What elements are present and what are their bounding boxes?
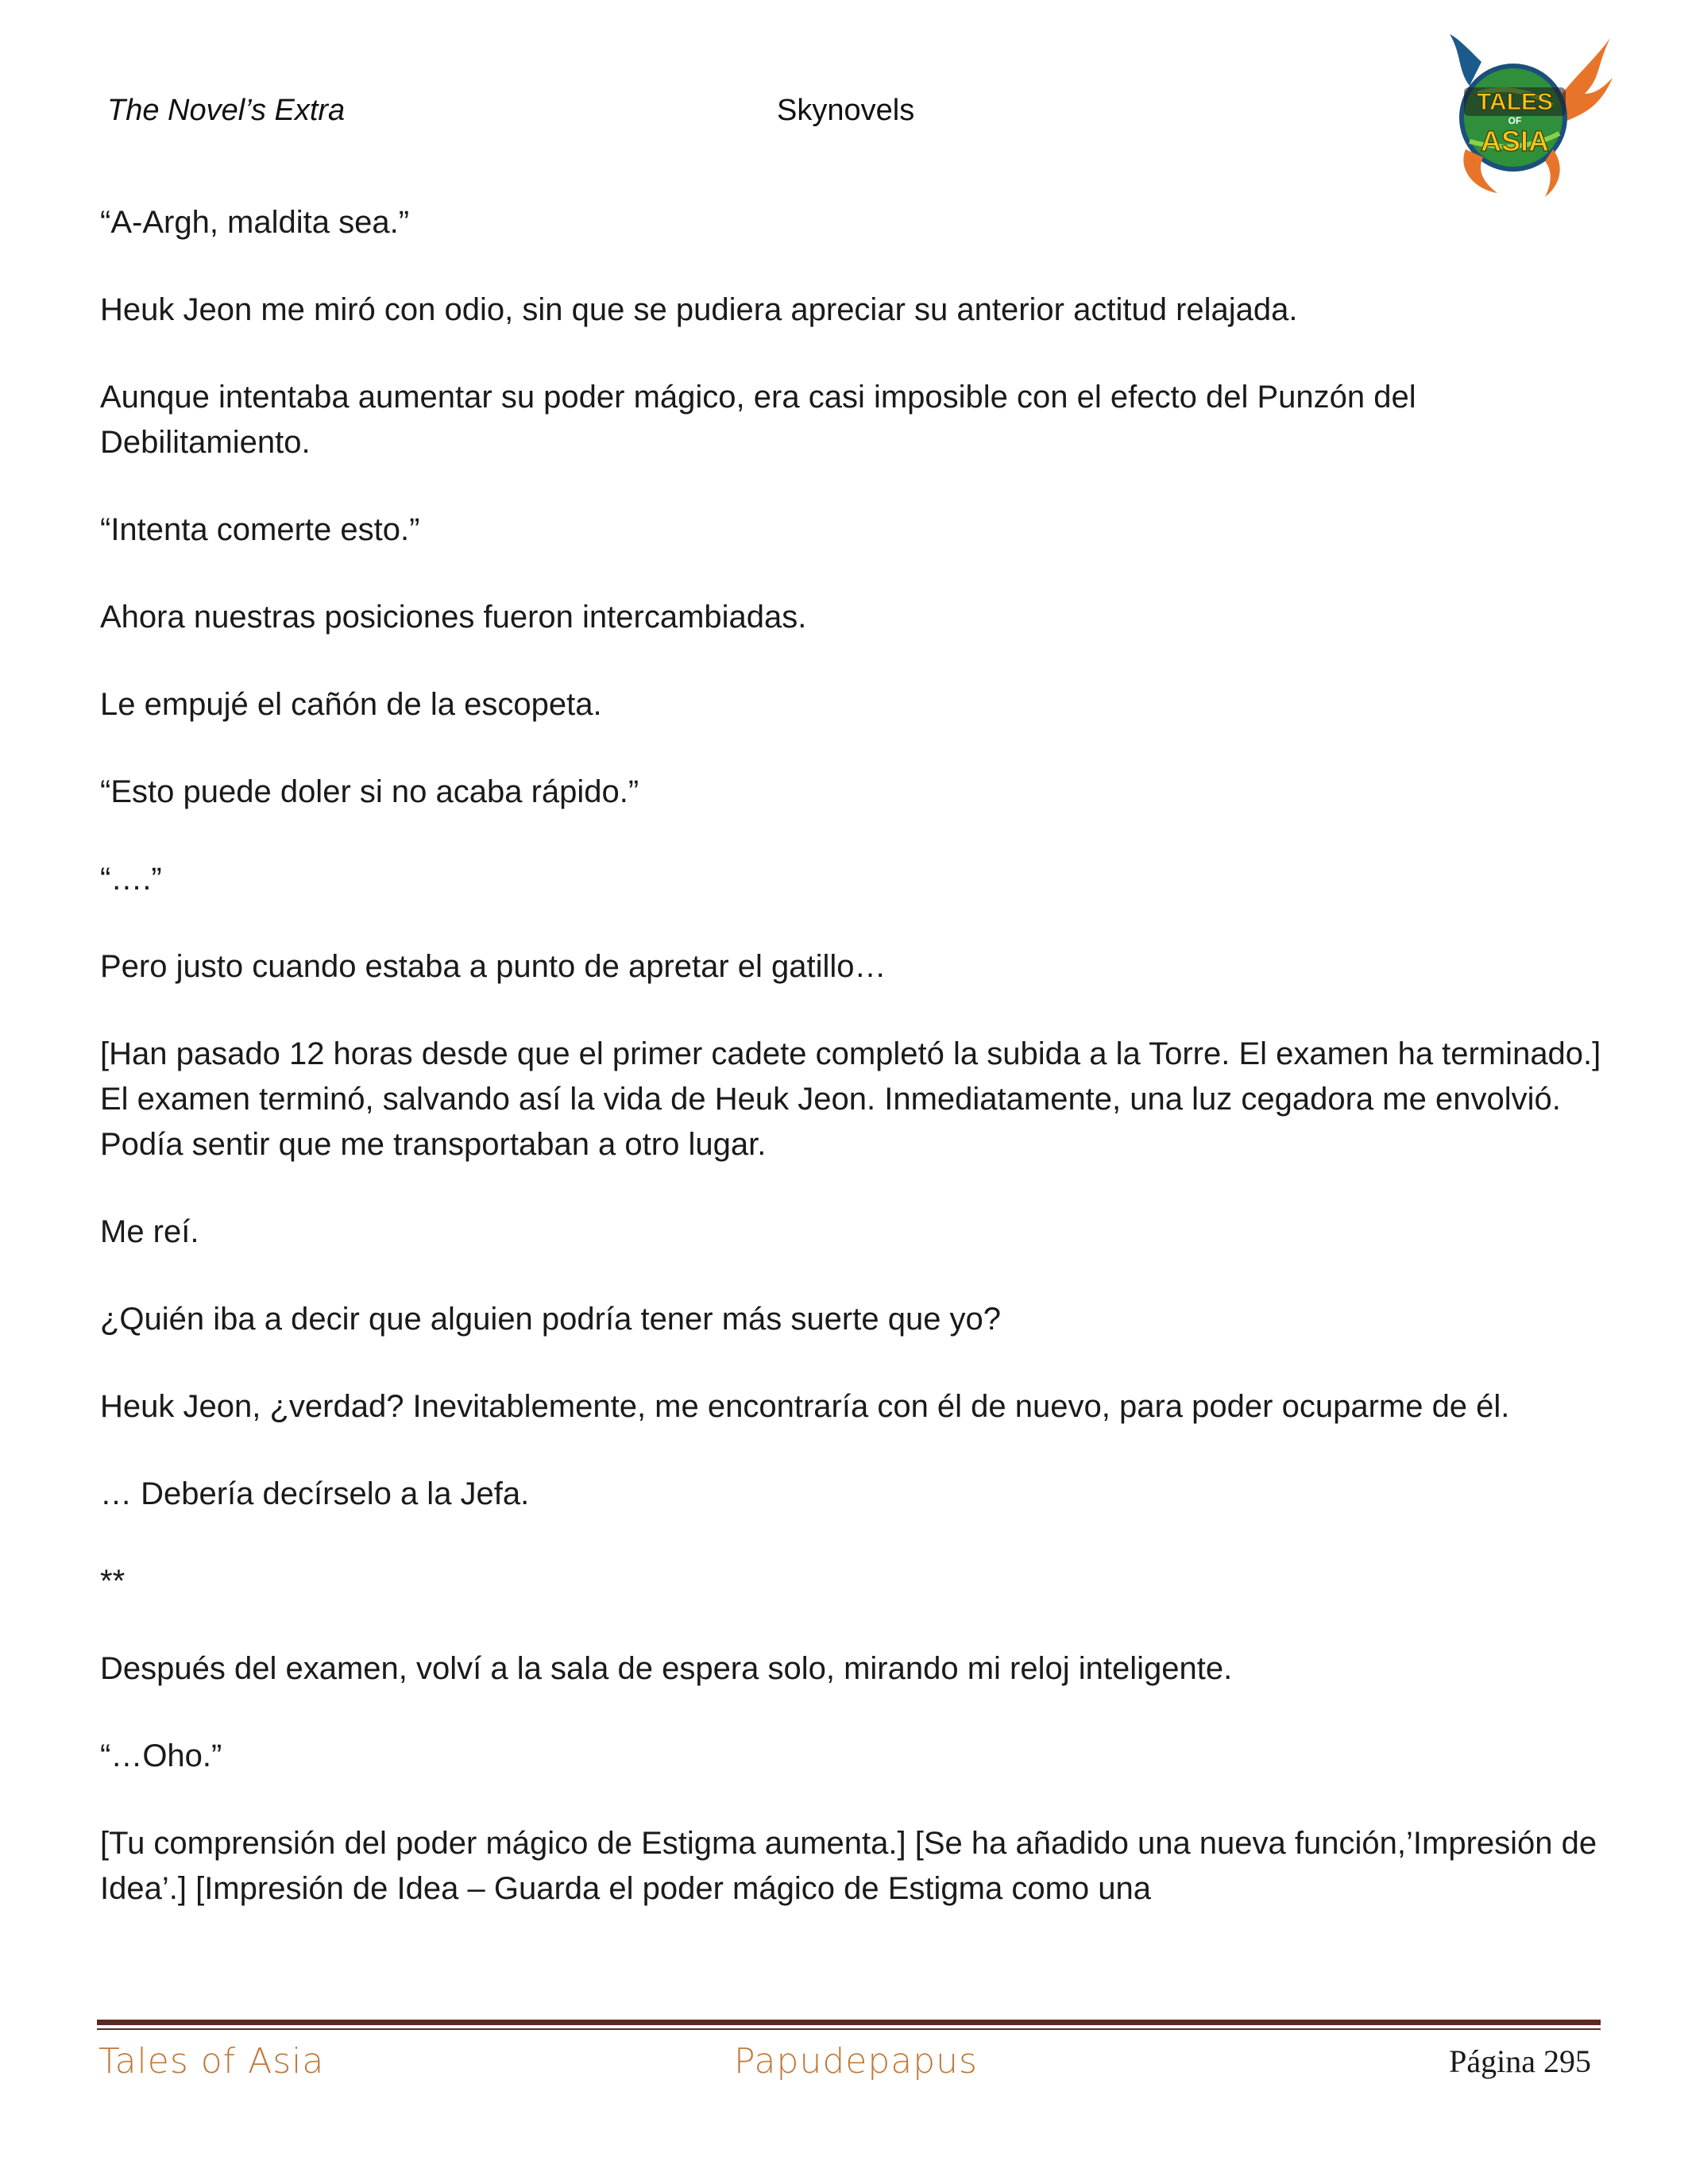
paragraph: Le empujé el cañón de la escopeta. xyxy=(100,687,602,722)
paragraph: Heuk Jeon, ¿verdad? Inevitablemente, me encontraría con él de nuevo, para poder ocuparme de él. xyxy=(100,1389,1510,1424)
paragraph: ¿Quién iba a decir que alguien podría tener más suerte que yo? xyxy=(100,1302,1002,1337)
paragraph: … Debería decírselo a la Jefa. xyxy=(100,1476,530,1511)
paragraph: Ahora nuestras posiciones fueron intercambiadas. xyxy=(100,600,807,635)
paragraph: [Han pasado 12 horas desde que el primer cadete completó la subida a la Torre. El examen ha terminado.] xyxy=(100,1036,1601,1071)
paragraph: “Esto puede doler si no acaba rápido.” xyxy=(100,774,639,809)
tales-of-asia-logo xyxy=(1434,30,1617,201)
logo-text-bottom: ASIA xyxy=(1480,125,1550,157)
paragraph: Aunque intentaba aumentar su poder mágico, era casi imposible con el efecto del Punzón del Debilitamiento. xyxy=(100,380,1416,460)
paragraph: [Tu comprensión del poder mágico de Estigma aumenta.] [Se ha añadido una nueva función,’Impresión de Idea’.] [Impresión de Idea – Guarda el poder mágico de Estigma como una xyxy=(100,1826,1597,1906)
logo-text-top: TALES xyxy=(1476,89,1554,115)
paragraph: El examen terminó, salvando así la vida de Heuk Jeon. Inmediatamente, una luz cegadora me envolvió. Podía sentir que me transportaban a otro lugar. xyxy=(100,1082,1561,1162)
footer-translator: Papudepapus xyxy=(734,2041,978,2082)
novel-title: The Novel’s Extra xyxy=(107,94,346,127)
paragraph: “….” xyxy=(100,862,162,897)
paragraph: “Intenta comerte esto.” xyxy=(100,512,420,547)
paragraph: Pero justo cuando estaba a punto de apretar el gatillo… xyxy=(100,949,886,984)
site-name: Skynovels xyxy=(777,94,915,127)
footer-rule-thick xyxy=(97,2020,1601,2025)
footer-group-name: Tales of Asia xyxy=(98,2041,325,2082)
logo-text-of: OF xyxy=(1508,115,1522,126)
page-number: Página 295 xyxy=(1449,2043,1591,2079)
footer-rule-thin xyxy=(97,2028,1601,2030)
chapter-body xyxy=(100,200,1609,1954)
paragraph: “A-Argh, maldita sea.” xyxy=(100,205,410,240)
paragraph: “…Oho.” xyxy=(100,1738,222,1773)
section-break: ** xyxy=(100,1564,126,1599)
paragraph: Heuk Jeon me miró con odio, sin que se pudiera apreciar su anterior actitud relajada. xyxy=(100,292,1298,327)
paragraph: Me reí. xyxy=(100,1214,199,1249)
paragraph: Después del examen, volví a la sala de espera solo, mirando mi reloj inteligente. xyxy=(100,1651,1233,1686)
